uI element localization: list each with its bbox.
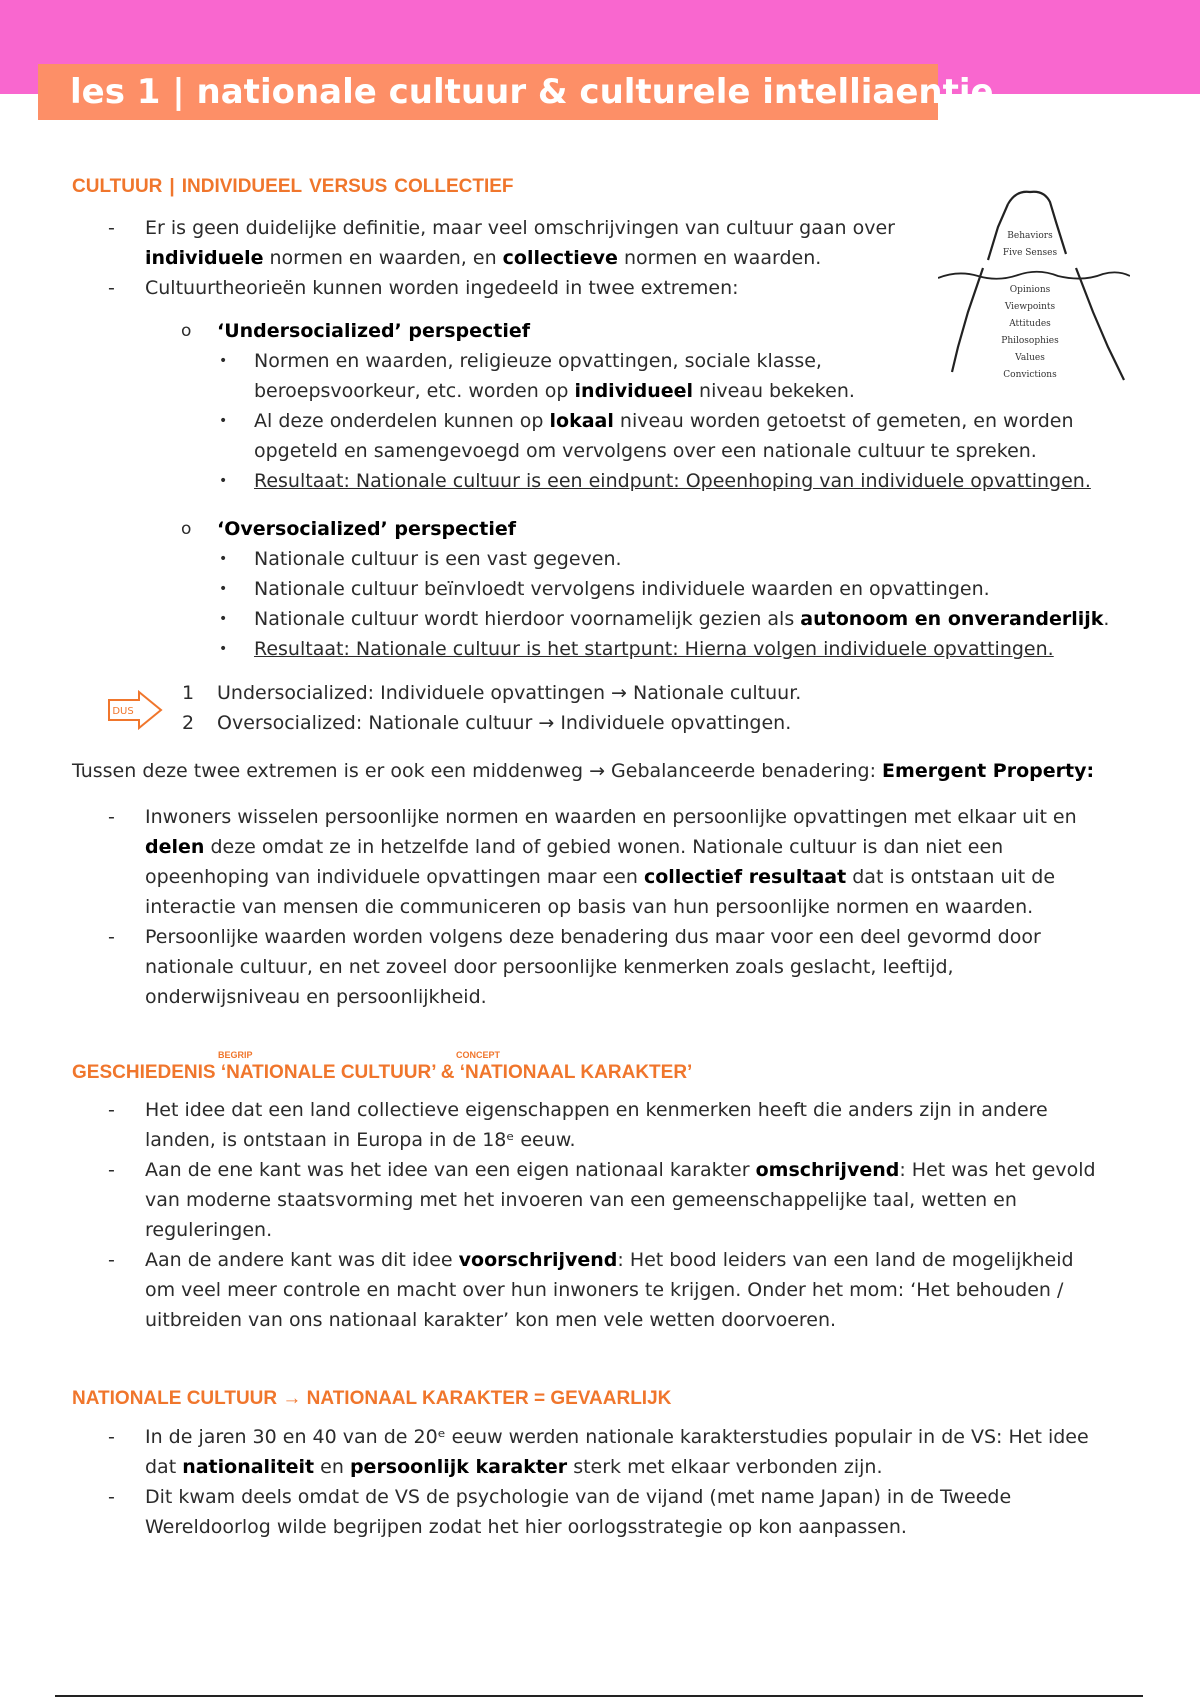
bold-term: collectief resultaat xyxy=(643,866,847,888)
heading-word: CULTUUR xyxy=(72,176,163,197)
dash-bullet: - xyxy=(108,217,115,239)
iceberg-label: Convictions xyxy=(1003,370,1057,380)
text-span: sterk met elkaar verbonden zijn. xyxy=(567,1456,883,1478)
section-heading-geschiedenis xyxy=(72,1050,699,1084)
text-span: Aan de ene kant was het idee van een eigen nationaal karakter xyxy=(145,1159,756,1181)
paragraph-line xyxy=(254,604,1109,634)
annotation-label: CONCEPT xyxy=(456,1050,501,1060)
dot-bullet: • xyxy=(219,551,228,567)
paragraph-line: reguleringen. xyxy=(145,1219,273,1241)
dot-bullet: • xyxy=(219,473,228,489)
iceberg-label: Opinions xyxy=(1009,285,1051,295)
heading-word: VERSUS xyxy=(309,176,388,197)
paragraph-line: onderwijsniveau en persoonlijkheid. xyxy=(145,986,487,1008)
dot-bullet: • xyxy=(219,413,228,429)
bold-term: persoonlijk karakter xyxy=(349,1456,568,1478)
list-number: 1 xyxy=(182,682,195,704)
iceberg-label: Values xyxy=(1015,353,1045,363)
dash-bullet: - xyxy=(108,806,115,828)
heading-word: INDIVIDUEEL xyxy=(181,176,303,197)
text-span: Al deze onderdelen kunnen op xyxy=(254,410,550,432)
bold-term: individuele xyxy=(145,247,264,269)
iceberg-label: Five Senses xyxy=(1002,248,1058,258)
text-span: niveau worden getoetst of gemeten, en worden xyxy=(613,410,1074,432)
paragraph-line: Oversocialized: Nationale cultuur → Individuele opvattingen. xyxy=(217,712,792,734)
paragraph-line: landen, is ontstaan in Europa in de 18ᵉ eeuw. xyxy=(145,1129,576,1151)
bold-term: autonoom en onveranderlijk xyxy=(800,608,1104,630)
paragraph-line: Persoonlijke waarden worden volgens deze benadering dus maar voor een deel gevormd door xyxy=(145,926,1041,948)
annotation-label: BEGRIP xyxy=(218,1050,253,1060)
dash-bullet: - xyxy=(108,1486,115,1508)
dot-bullet: • xyxy=(219,581,228,597)
dot-bullet: • xyxy=(219,353,228,369)
bold-term: omschrijvend xyxy=(755,1159,900,1181)
paragraph-line xyxy=(145,1452,882,1482)
paragraph-line: uitbreiden van ons nationaal karakter’ kon men vele wetten doorvoeren. xyxy=(145,1309,837,1331)
iceberg-label: Philosophies xyxy=(1001,336,1059,346)
paragraph-line: opgeteld en samengevoegd om vervolgens over een nationale cultuur te spreken. xyxy=(254,440,1037,462)
result-line: Resultaat: Nationale cultuur is het startpunt: Hierna volgen individuele opvattingen. xyxy=(254,638,1054,660)
bold-term: collectieve xyxy=(502,247,618,269)
paragraph-line: Er is geen duidelijke definitie, maar veel omschrijvingen van cultuur gaan over xyxy=(145,217,895,239)
heading-word: | xyxy=(169,176,175,197)
circle-bullet: o xyxy=(181,519,192,539)
dash-bullet: - xyxy=(108,1249,115,1271)
footer-divider xyxy=(55,1695,1143,1697)
paragraph-line: Cultuurtheorieën kunnen worden ingedeeld in twee extremen: xyxy=(145,277,739,299)
text-span: opeenhoping van individuele opvattingen maar een xyxy=(145,866,644,888)
paragraph-line: Nationale cultuur is een vast gegeven. xyxy=(254,548,622,570)
paragraph-line xyxy=(72,756,1094,786)
dus-label: DUS xyxy=(112,706,134,717)
bold-term: Emergent Property: xyxy=(882,760,1095,782)
dot-bullet: • xyxy=(219,641,228,657)
bold-term: ‘Undersocialized’ perspectief xyxy=(217,320,531,342)
paragraph-line: Wereldoorlog wilde begrijpen zodat het hier oorlogsstrategie op kon aanpassen. xyxy=(145,1516,907,1538)
text-span: en xyxy=(314,1456,350,1478)
paragraph-line: Inwoners wisselen persoonlijke normen en waarden en persoonlijke opvattingen met elkaar uit en xyxy=(145,806,1077,828)
text-span: niveau bekeken. xyxy=(693,380,855,402)
paragraph-line: interactie van mensen die communiceren op basis van hun persoonlijke normen en waarden. xyxy=(145,896,1034,918)
paragraph-line: In de jaren 30 en 40 van de 20ᵉ eeuw werden nationale karakterstudies populair in de VS: Het idee xyxy=(145,1426,1089,1448)
bold-term: delen xyxy=(145,836,205,858)
list-number: 2 xyxy=(182,712,195,734)
dash-bullet: - xyxy=(108,1426,115,1448)
text-span: normen en waarden, en xyxy=(263,247,503,269)
bold-term: individueel xyxy=(574,380,694,402)
dash-bullet: - xyxy=(108,1099,115,1121)
text-span: deze omdat ze in hetzelfde land of gebied wonen. Nationale cultuur is dan niet een xyxy=(204,836,1004,858)
paragraph-line: Dit kwam deels omdat de VS de psychologie van de vijand (met name Japan) in de Tweede xyxy=(145,1486,1012,1508)
paragraph-line: Normen en waarden, religieuze opvattingen, sociale klasse, xyxy=(254,350,822,372)
bold-term: nationaliteit xyxy=(182,1456,315,1478)
text-span: dat xyxy=(145,1456,183,1478)
dash-bullet: - xyxy=(108,1159,115,1181)
text-span: Tussen deze twee extremen is er ook een middenweg → Gebalanceerde benadering: xyxy=(72,760,883,782)
bold-term: ‘Oversocialized’ perspectief xyxy=(217,518,517,540)
circle-bullet: o xyxy=(181,321,192,341)
dash-bullet: - xyxy=(108,277,115,299)
iceberg-label: Behaviors xyxy=(1007,231,1053,241)
paragraph-line xyxy=(145,1155,1096,1185)
section-heading-gevaarlijk: NATIONALE CULTUUR → NATIONAAL KARAKTER = GEVAARLIJK xyxy=(72,1388,672,1409)
text-span: : Het bood leiders van een land de mogelijkheid xyxy=(617,1249,1074,1271)
paragraph-line xyxy=(254,376,855,406)
text-span: Nationale cultuur wordt hierdoor voornamelijk gezien als xyxy=(254,608,801,630)
section-heading-cultuur xyxy=(72,176,521,198)
text-span: Aan de andere kant was dit idee xyxy=(145,1249,459,1271)
bold-term: voorschrijvend xyxy=(458,1249,618,1271)
page-title: les 1 | nationale cultuur & culturele intelliaentie xyxy=(38,64,938,120)
text-span: dat is ontstaan uit de xyxy=(846,866,1056,888)
text-span: normen en waarden. xyxy=(617,247,822,269)
iceberg-label: Attitudes xyxy=(1009,319,1051,329)
subheading xyxy=(217,514,516,544)
paragraph-line: Undersocialized: Individuele opvattingen → Nationale cultuur. xyxy=(217,682,802,704)
paragraph-line xyxy=(145,243,821,273)
text-span: . xyxy=(1103,608,1110,630)
heading-text: GESCHIEDENIS ‘NATIONALE CULTUUR’ & ‘NATIONAAL KARAKTER’ xyxy=(72,1062,693,1083)
bold-term: lokaal xyxy=(549,410,614,432)
paragraph-line xyxy=(145,862,1055,892)
paragraph-line: nationale cultuur, en net zoveel door persoonlijke kenmerken zoals geslacht, leeftijd, xyxy=(145,956,954,978)
paragraph-line xyxy=(254,406,1073,436)
text-span: : Het was het gevold xyxy=(899,1159,1096,1181)
dot-bullet: • xyxy=(219,611,228,627)
paragraph-line xyxy=(145,1245,1074,1275)
paragraph-line: van moderne staatsvorming met het invoeren van een gemeenschappelijke taal, wetten en xyxy=(145,1189,1017,1211)
iceberg-label: Viewpoints xyxy=(1004,302,1056,312)
paragraph-line: Nationale cultuur beïnvloedt vervolgens individuele waarden en opvattingen. xyxy=(254,578,990,600)
paragraph-line xyxy=(145,832,1003,862)
paragraph-line: om veel meer controle en macht over hun inwoners te krijgen. Onder het mom: ‘Het behouden / xyxy=(145,1279,1064,1301)
dus-arrow-icon xyxy=(107,690,163,730)
result-line: Resultaat: Nationale cultuur is een eindpunt: Opeenhoping van individuele opvattingen. xyxy=(254,470,1091,492)
text-span: beroepsvoorkeur, etc. worden op xyxy=(254,380,575,402)
heading-word: COLLECTIEF xyxy=(394,176,514,197)
dash-bullet: - xyxy=(108,926,115,948)
paragraph-line: Het idee dat een land collectieve eigenschappen en kenmerken heeft die anders zijn in andere xyxy=(145,1099,1048,1121)
iceberg-illustration xyxy=(938,182,1130,387)
subheading xyxy=(217,316,530,346)
